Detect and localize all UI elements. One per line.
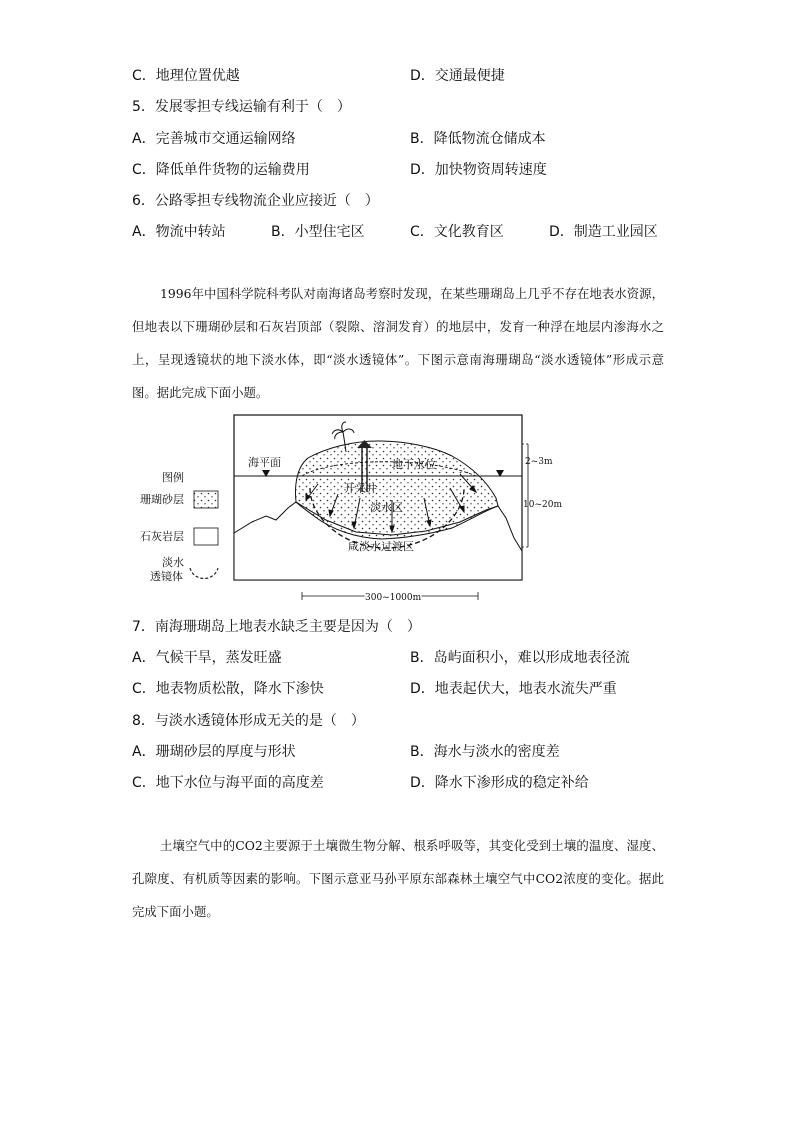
q5-option-b: B．降低物流仓储成本 (410, 131, 546, 147)
passage-soil-co2 (132, 829, 664, 928)
q8-option-b: B．海水与淡水的密度差 (410, 744, 560, 760)
legend-lens-label-2: 透镜体 (150, 570, 183, 583)
q7-option-d: D．地表起伏大，地表水流失严重 (410, 681, 617, 697)
q7-option-b: B．岛屿面积小，难以形成地表径流 (410, 650, 630, 666)
passage-coral-island (132, 277, 664, 409)
q8-option-a: A．珊瑚砂层的厚度与形状 (132, 744, 296, 760)
label-water-table: 地下水位 (392, 458, 436, 471)
q6-option-b: B．小型住宅区 (271, 224, 365, 240)
label-dim-top: 2~3m (525, 457, 553, 467)
q4-option-c: C．地理位置优越 (132, 68, 240, 84)
label-fresh-zone: 淡水区 (370, 501, 403, 514)
label-dim-depth: 10~20m (523, 500, 562, 510)
q6-option-a: A．物流中转站 (132, 224, 226, 240)
label-transition-zone: 咸淡水过渡区 (348, 540, 414, 553)
q8-option-d: D．降水下渗形成的稳定补给 (410, 775, 589, 791)
q7-stem: 7．南海珊瑚岛上地表水缺乏主要是因为（ ） (132, 619, 421, 635)
legend-coral-label: 珊瑚砂层 (140, 493, 184, 506)
q5-option-c: C．降低单件货物的运输费用 (132, 162, 310, 178)
passage-soil-co2-text: 土壤空气中的CO2主要源于土壤微生物分解、根系呼吸等，其变化受到土壤的温度、湿度、孔隙度、有机质等因素的影响。下图示意亚马孙平原东部森林土壤空气中CO2浓度的变化。据此完成下面小题。 (132, 838, 664, 919)
q7-option-c: C．地表物质松散，降水下渗快 (132, 681, 324, 697)
label-dim-width: 300~1000m (365, 593, 422, 603)
q7-option-a: A．气候干旱，蒸发旺盛 (132, 650, 282, 666)
q6-option-d: D．制造工业园区 (549, 224, 658, 240)
label-well: 开采井 (344, 482, 377, 495)
freshwater-lens-diagram (130, 408, 570, 608)
q8-option-c: C．地下水位与海平面的高度差 (132, 775, 324, 791)
q4-option-d: D．交通最便捷 (410, 68, 505, 84)
legend-limestone-swatch (194, 528, 218, 545)
legend-limestone-label: 石灰岩层 (140, 530, 184, 543)
q5-option-d: D．加快物资周转速度 (410, 162, 547, 178)
legend-coral-swatch (194, 491, 218, 508)
label-sea-level: 海平面 (248, 456, 281, 469)
passage-coral-island-text: 1996年中国科学院科考队对南海诸岛考察时发现，在某些珊瑚岛上几乎不存在地表水资源，但地表以下珊瑚砂层和石灰岩顶部（裂隙、溶洞发育）的地层中，发育一种浮在地层内渗海水之上，呈现透镜状的地下淡水体，即“淡水透镜体”。下图示意南海珊瑚岛“淡水透镜体”形成示意图。据此完成下面小题。 (132, 286, 664, 400)
q6-option-c: C．文化教育区 (410, 224, 504, 240)
q8-stem: 8．与淡水透镜体形成无关的是（ ） (132, 713, 365, 729)
q6-stem: 6．公路零担专线物流企业应接近（ ） (132, 193, 379, 209)
legend-lens-label-1: 淡水 (162, 556, 184, 569)
q5-option-a: A．完善城市交通运输网络 (132, 131, 296, 147)
legend-lens-swatch (190, 568, 218, 579)
q5-stem: 5．发展零担专线运输有利于（ ） (132, 99, 351, 115)
legend-title: 图例 (162, 471, 184, 484)
